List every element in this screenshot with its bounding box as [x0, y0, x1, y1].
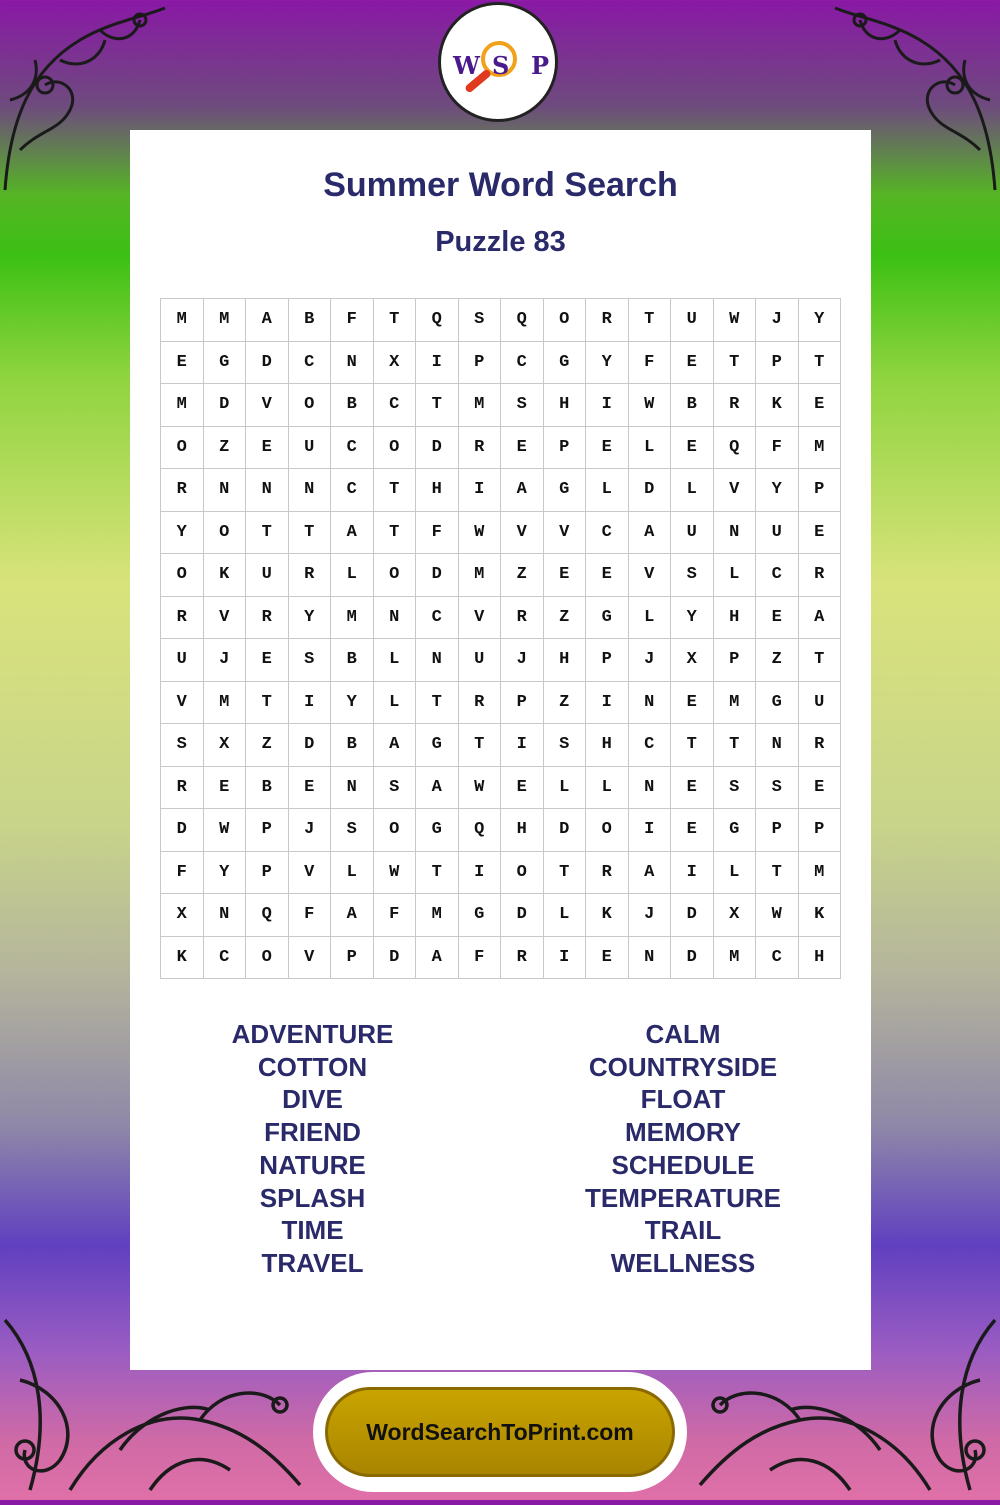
grid-cell[interactable]: A	[246, 299, 289, 342]
grid-cell[interactable]: T	[714, 342, 757, 385]
grid-cell[interactable]: M	[459, 384, 502, 427]
grid-cell[interactable]: H	[714, 597, 757, 640]
grid-cell[interactable]: T	[374, 512, 417, 555]
grid-cell[interactable]: F	[289, 894, 332, 937]
grid-cell[interactable]: B	[331, 384, 374, 427]
grid-cell[interactable]: E	[586, 937, 629, 980]
grid-cell[interactable]: H	[416, 469, 459, 512]
puzzle-number: Puzzle 83	[435, 226, 566, 258]
grid-cell[interactable]: G	[714, 809, 757, 852]
logo-letter-p: P	[531, 51, 550, 80]
grid-cell[interactable]: D	[416, 427, 459, 470]
grid-cell[interactable]: J	[204, 639, 247, 682]
grid-cell[interactable]: G	[459, 894, 502, 937]
grid-cell[interactable]: E	[544, 554, 587, 597]
grid-cell[interactable]: V	[714, 469, 757, 512]
grid-cell[interactable]: J	[629, 639, 672, 682]
grid-cell[interactable]: O	[586, 809, 629, 852]
site-logo	[438, 2, 558, 122]
grid-cell[interactable]: D	[246, 342, 289, 385]
grid-cell[interactable]: O	[374, 427, 417, 470]
grid-cell[interactable]: E	[246, 427, 289, 470]
grid-cell[interactable]: L	[331, 852, 374, 895]
word-item: SPLASH	[259, 1182, 366, 1213]
grid-cell[interactable]: T	[416, 682, 459, 725]
grid-cell[interactable]: Z	[544, 682, 587, 725]
grid-cell[interactable]: M	[161, 299, 204, 342]
grid-cell[interactable]: L	[586, 767, 629, 810]
grid-cell[interactable]: Q	[459, 809, 502, 852]
grid-cell[interactable]: G	[586, 597, 629, 640]
grid-cell[interactable]: R	[161, 767, 204, 810]
grid-cell[interactable]: E	[671, 682, 714, 725]
grid-cell[interactable]: D	[671, 937, 714, 980]
grid-cell[interactable]: U	[671, 512, 714, 555]
grid-cell[interactable]: R	[501, 597, 544, 640]
grid-cell[interactable]: Y	[161, 512, 204, 555]
grid-cell[interactable]: G	[544, 342, 587, 385]
grid-cell[interactable]: V	[629, 554, 672, 597]
grid-cell[interactable]: E	[799, 384, 842, 427]
grid-cell[interactable]: E	[756, 597, 799, 640]
grid-cell[interactable]: S	[671, 554, 714, 597]
grid-cell[interactable]: O	[374, 554, 417, 597]
grid-cell[interactable]: C	[331, 469, 374, 512]
grid-cell[interactable]: S	[544, 724, 587, 767]
word-item: MEMORY	[624, 1117, 742, 1148]
grid-cell[interactable]: K	[756, 384, 799, 427]
grid-cell[interactable]: J	[629, 894, 672, 937]
grid-cell[interactable]: V	[289, 852, 332, 895]
grid-cell[interactable]: F	[374, 894, 417, 937]
grid-cell[interactable]: P	[586, 639, 629, 682]
grid-cell[interactable]: T	[629, 299, 672, 342]
grid-cell[interactable]: X	[671, 639, 714, 682]
grid-cell[interactable]: W	[714, 299, 757, 342]
grid-cell[interactable]: H	[586, 724, 629, 767]
grid-cell[interactable]: G	[544, 469, 587, 512]
grid-cell[interactable]: D	[289, 724, 332, 767]
grid-cell[interactable]: C	[629, 724, 672, 767]
grid-cell[interactable]: R	[161, 597, 204, 640]
grid-cell[interactable]: Y	[671, 597, 714, 640]
grid-cell[interactable]: C	[586, 512, 629, 555]
grid-cell[interactable]: R	[714, 384, 757, 427]
grid-cell[interactable]: I	[289, 682, 332, 725]
grid-cell[interactable]: J	[756, 299, 799, 342]
grid-cell[interactable]: I	[459, 852, 502, 895]
grid-cell[interactable]: U	[459, 639, 502, 682]
grid-cell[interactable]: Y	[799, 299, 842, 342]
grid-cell[interactable]: I	[416, 342, 459, 385]
grid-cell[interactable]: P	[799, 809, 842, 852]
grid-cell[interactable]: I	[544, 937, 587, 980]
grid-cell[interactable]: M	[416, 894, 459, 937]
grid-cell[interactable]: Z	[544, 597, 587, 640]
logo-letter-w: W	[453, 51, 480, 80]
grid-cell[interactable]: U	[161, 639, 204, 682]
grid-cell[interactable]: D	[374, 937, 417, 980]
grid-cell[interactable]: A	[629, 852, 672, 895]
word-item: TRAVEL	[261, 1247, 364, 1278]
grid-cell[interactable]: M	[331, 597, 374, 640]
grid-cell[interactable]: N	[204, 894, 247, 937]
grid-cell[interactable]: E	[289, 767, 332, 810]
grid-cell[interactable]: L	[629, 597, 672, 640]
grid-cell[interactable]: E	[671, 809, 714, 852]
grid-cell[interactable]: V	[544, 512, 587, 555]
grid-cell[interactable]: O	[161, 554, 204, 597]
grid-cell[interactable]: W	[204, 809, 247, 852]
grid-cell[interactable]: V	[161, 682, 204, 725]
grid-cell[interactable]: P	[331, 937, 374, 980]
grid-cell[interactable]: T	[671, 724, 714, 767]
grid-cell[interactable]: R	[799, 724, 842, 767]
grid-cell[interactable]: W	[459, 767, 502, 810]
grid-cell[interactable]: Y	[204, 852, 247, 895]
word-item: WELLNESS	[610, 1247, 756, 1278]
grid-cell[interactable]: K	[161, 937, 204, 980]
grid-cell[interactable]: K	[799, 894, 842, 937]
grid-cell[interactable]: C	[331, 427, 374, 470]
grid-cell[interactable]: N	[756, 724, 799, 767]
grid-cell[interactable]: A	[416, 767, 459, 810]
grid-cell[interactable]: D	[204, 384, 247, 427]
grid-cell[interactable]: C	[374, 384, 417, 427]
grid-cell[interactable]: B	[331, 724, 374, 767]
grid-cell[interactable]: X	[374, 342, 417, 385]
grid-cell[interactable]: I	[501, 724, 544, 767]
grid-cell[interactable]: A	[799, 597, 842, 640]
grid-cell[interactable]: H	[544, 639, 587, 682]
grid-cell[interactable]: S	[501, 384, 544, 427]
grid-cell[interactable]: P	[501, 682, 544, 725]
grid-cell[interactable]: S	[161, 724, 204, 767]
grid-cell[interactable]: E	[204, 767, 247, 810]
grid-cell[interactable]: N	[629, 937, 672, 980]
grid-cell[interactable]: J	[501, 639, 544, 682]
grid-cell[interactable]: N	[289, 469, 332, 512]
grid-cell[interactable]: S	[714, 767, 757, 810]
grid-cell[interactable]: P	[756, 342, 799, 385]
grid-cell[interactable]: C	[416, 597, 459, 640]
grid-cell[interactable]: S	[459, 299, 502, 342]
grid-cell[interactable]: G	[416, 809, 459, 852]
grid-cell[interactable]: P	[544, 427, 587, 470]
grid-cell[interactable]: T	[799, 342, 842, 385]
grid-cell[interactable]: Q	[501, 299, 544, 342]
word-item: TIME	[281, 1215, 344, 1246]
grid-cell[interactable]: A	[416, 937, 459, 980]
grid-cell[interactable]: W	[374, 852, 417, 895]
grid-cell[interactable]: F	[756, 427, 799, 470]
grid-cell[interactable]: F	[416, 512, 459, 555]
word-item: TRAIL	[644, 1215, 722, 1246]
grid-cell[interactable]: S	[756, 767, 799, 810]
grid-cell[interactable]: V	[459, 597, 502, 640]
puzzle-card	[130, 130, 871, 1370]
grid-cell[interactable]: O	[544, 299, 587, 342]
grid-cell[interactable]: X	[204, 724, 247, 767]
word-item: ADVENTURE	[231, 1019, 394, 1049]
grid-cell[interactable]: L	[714, 554, 757, 597]
grid-cell[interactable]: O	[204, 512, 247, 555]
grid-cell[interactable]: Q	[416, 299, 459, 342]
grid-cell[interactable]: O	[289, 384, 332, 427]
grid-cell[interactable]: E	[671, 767, 714, 810]
grid-cell[interactable]: I	[586, 384, 629, 427]
grid-cell[interactable]: V	[204, 597, 247, 640]
website-badge	[313, 1372, 687, 1492]
grid-cell[interactable]: T	[246, 512, 289, 555]
grid-cell[interactable]: V	[501, 512, 544, 555]
word-item: FLOAT	[640, 1084, 726, 1115]
grid-cell[interactable]: L	[671, 469, 714, 512]
grid-cell[interactable]: Z	[246, 724, 289, 767]
grid-cell[interactable]: U	[756, 512, 799, 555]
grid-cell[interactable]: E	[799, 767, 842, 810]
grid-cell[interactable]: B	[671, 384, 714, 427]
grid-cell[interactable]: N	[374, 597, 417, 640]
grid-cell[interactable]: L	[586, 469, 629, 512]
grid-cell[interactable]: Z	[501, 554, 544, 597]
grid-cell[interactable]: D	[629, 469, 672, 512]
grid-cell[interactable]: Z	[204, 427, 247, 470]
grid-cell[interactable]: E	[671, 342, 714, 385]
grid-cell[interactable]: D	[544, 809, 587, 852]
word-item: COUNTRYSIDE	[588, 1051, 778, 1082]
letter-grid	[160, 298, 841, 979]
grid-cell[interactable]: C	[289, 342, 332, 385]
grid-cell[interactable]: L	[629, 427, 672, 470]
grid-cell[interactable]: T	[246, 682, 289, 725]
grid-cell[interactable]: W	[629, 384, 672, 427]
grid-cell[interactable]: E	[501, 427, 544, 470]
grid-cell[interactable]: N	[331, 342, 374, 385]
grid-cell[interactable]: V	[289, 937, 332, 980]
grid-cell[interactable]: C	[756, 554, 799, 597]
grid-cell[interactable]: T	[714, 724, 757, 767]
grid-cell[interactable]: R	[586, 852, 629, 895]
grid-cell[interactable]: T	[374, 469, 417, 512]
grid-cell[interactable]: A	[501, 469, 544, 512]
word-item: NATURE	[259, 1149, 366, 1180]
word-list-left	[130, 1018, 495, 1280]
grid-cell[interactable]: U	[671, 299, 714, 342]
grid-cell[interactable]: B	[289, 299, 332, 342]
grid-cell[interactable]: R	[161, 469, 204, 512]
grid-cell[interactable]: N	[629, 767, 672, 810]
grid-cell[interactable]: O	[501, 852, 544, 895]
grid-cell[interactable]: P	[799, 469, 842, 512]
grid-cell[interactable]: F	[459, 937, 502, 980]
grid-cell[interactable]: R	[799, 554, 842, 597]
grid-cell[interactable]: Y	[586, 342, 629, 385]
grid-cell[interactable]: U	[799, 682, 842, 725]
grid-cell[interactable]: S	[289, 639, 332, 682]
grid-cell[interactable]: E	[161, 342, 204, 385]
grid-cell[interactable]: L	[544, 894, 587, 937]
grid-cell[interactable]: L	[331, 554, 374, 597]
grid-cell[interactable]: O	[246, 937, 289, 980]
grid-cell[interactable]: R	[246, 597, 289, 640]
grid-cell[interactable]: D	[416, 554, 459, 597]
grid-cell[interactable]: R	[501, 937, 544, 980]
grid-cell[interactable]: Y	[756, 469, 799, 512]
grid-cell[interactable]: Q	[246, 894, 289, 937]
grid-cell[interactable]: U	[246, 554, 289, 597]
word-item: TEMPERATURE	[585, 1182, 781, 1213]
grid-cell[interactable]: T	[459, 724, 502, 767]
word-list-right	[495, 1018, 871, 1280]
grid-cell[interactable]: S	[331, 809, 374, 852]
grid-cell[interactable]: E	[501, 767, 544, 810]
word-item: DIVE	[282, 1084, 343, 1115]
grid-cell[interactable]: H	[799, 937, 842, 980]
grid-cell[interactable]: T	[374, 299, 417, 342]
website-button[interactable]	[325, 1387, 675, 1477]
grid-cell[interactable]: M	[204, 682, 247, 725]
grid-cell[interactable]: T	[416, 852, 459, 895]
grid-cell[interactable]: X	[714, 894, 757, 937]
grid-cell[interactable]: M	[714, 682, 757, 725]
grid-cell[interactable]: M	[204, 299, 247, 342]
grid-cell[interactable]: E	[671, 427, 714, 470]
grid-cell[interactable]: G	[756, 682, 799, 725]
grid-cell[interactable]: N	[416, 639, 459, 682]
grid-cell[interactable]: C	[756, 937, 799, 980]
grid-cell[interactable]: H	[544, 384, 587, 427]
grid-cell[interactable]: T	[756, 852, 799, 895]
grid-cell[interactable]: L	[544, 767, 587, 810]
grid-cell[interactable]: K	[204, 554, 247, 597]
grid-cell[interactable]: S	[374, 767, 417, 810]
grid-cell[interactable]: T	[416, 384, 459, 427]
grid-cell[interactable]: L	[374, 682, 417, 725]
grid-cell[interactable]: M	[459, 554, 502, 597]
page-title: Summer Word Search	[323, 166, 678, 204]
grid-cell[interactable]: P	[714, 639, 757, 682]
grid-cell[interactable]: M	[799, 427, 842, 470]
grid-cell[interactable]: N	[331, 767, 374, 810]
grid-cell[interactable]: L	[714, 852, 757, 895]
grid-cell[interactable]: A	[629, 512, 672, 555]
grid-cell[interactable]: P	[756, 809, 799, 852]
grid-cell[interactable]: I	[671, 852, 714, 895]
grid-cell[interactable]: L	[374, 639, 417, 682]
grid-cell[interactable]: T	[544, 852, 587, 895]
grid-cell[interactable]: M	[714, 937, 757, 980]
grid-cell[interactable]: A	[331, 894, 374, 937]
grid-cell[interactable]: B	[331, 639, 374, 682]
grid-cell[interactable]: P	[246, 852, 289, 895]
grid-cell[interactable]: Z	[756, 639, 799, 682]
grid-cell[interactable]: O	[161, 427, 204, 470]
logo-letter-s: S	[492, 51, 510, 80]
grid-cell[interactable]: A	[374, 724, 417, 767]
grid-cell[interactable]: F	[161, 852, 204, 895]
grid-cell[interactable]: R	[289, 554, 332, 597]
grid-cell[interactable]: K	[586, 894, 629, 937]
grid-cell[interactable]: M	[161, 384, 204, 427]
grid-cell[interactable]: N	[246, 469, 289, 512]
grid-cell[interactable]: H	[501, 809, 544, 852]
grid-cell[interactable]: I	[586, 682, 629, 725]
grid-cell[interactable]: R	[459, 682, 502, 725]
grid-cell[interactable]: V	[246, 384, 289, 427]
grid-cell[interactable]: I	[629, 809, 672, 852]
grid-cell[interactable]: E	[586, 554, 629, 597]
grid-cell[interactable]: A	[331, 512, 374, 555]
grid-cell[interactable]: E	[246, 639, 289, 682]
grid-cell[interactable]: I	[459, 469, 502, 512]
grid-cell[interactable]: P	[246, 809, 289, 852]
grid-cell[interactable]: W	[756, 894, 799, 937]
word-item: SCHEDULE	[611, 1149, 755, 1180]
grid-cell[interactable]: D	[501, 894, 544, 937]
word-item: COTTON	[257, 1051, 368, 1082]
grid-cell[interactable]: E	[586, 427, 629, 470]
grid-cell[interactable]: O	[374, 809, 417, 852]
grid-cell[interactable]: T	[799, 639, 842, 682]
grid-cell[interactable]: N	[714, 512, 757, 555]
grid-cell[interactable]: X	[161, 894, 204, 937]
grid-cell[interactable]: U	[289, 427, 332, 470]
grid-cell[interactable]: M	[799, 852, 842, 895]
word-item: FRIEND	[264, 1117, 361, 1148]
grid-cell[interactable]: N	[629, 682, 672, 725]
grid-cell[interactable]: Q	[714, 427, 757, 470]
grid-cell[interactable]: C	[501, 342, 544, 385]
grid-cell[interactable]: D	[161, 809, 204, 852]
grid-cell[interactable]: R	[586, 299, 629, 342]
grid-cell[interactable]: R	[459, 427, 502, 470]
grid-cell[interactable]: Y	[289, 597, 332, 640]
grid-cell[interactable]: B	[246, 767, 289, 810]
word-item: CALM	[645, 1019, 721, 1049]
grid-cell[interactable]: P	[459, 342, 502, 385]
grid-cell[interactable]: G	[204, 342, 247, 385]
grid-cell[interactable]: D	[671, 894, 714, 937]
grid-cell[interactable]: F	[331, 299, 374, 342]
grid-cell[interactable]: F	[629, 342, 672, 385]
grid-cell[interactable]: T	[289, 512, 332, 555]
website-label: WordSearchToPrint.com	[366, 1418, 634, 1445]
grid-cell[interactable]: G	[416, 724, 459, 767]
grid-cell[interactable]: W	[459, 512, 502, 555]
word-list	[130, 1018, 871, 1280]
grid-cell[interactable]: E	[799, 512, 842, 555]
grid-cell[interactable]: Y	[331, 682, 374, 725]
grid-cell[interactable]: N	[204, 469, 247, 512]
grid-cell[interactable]: C	[204, 937, 247, 980]
grid-cell[interactable]: J	[289, 809, 332, 852]
